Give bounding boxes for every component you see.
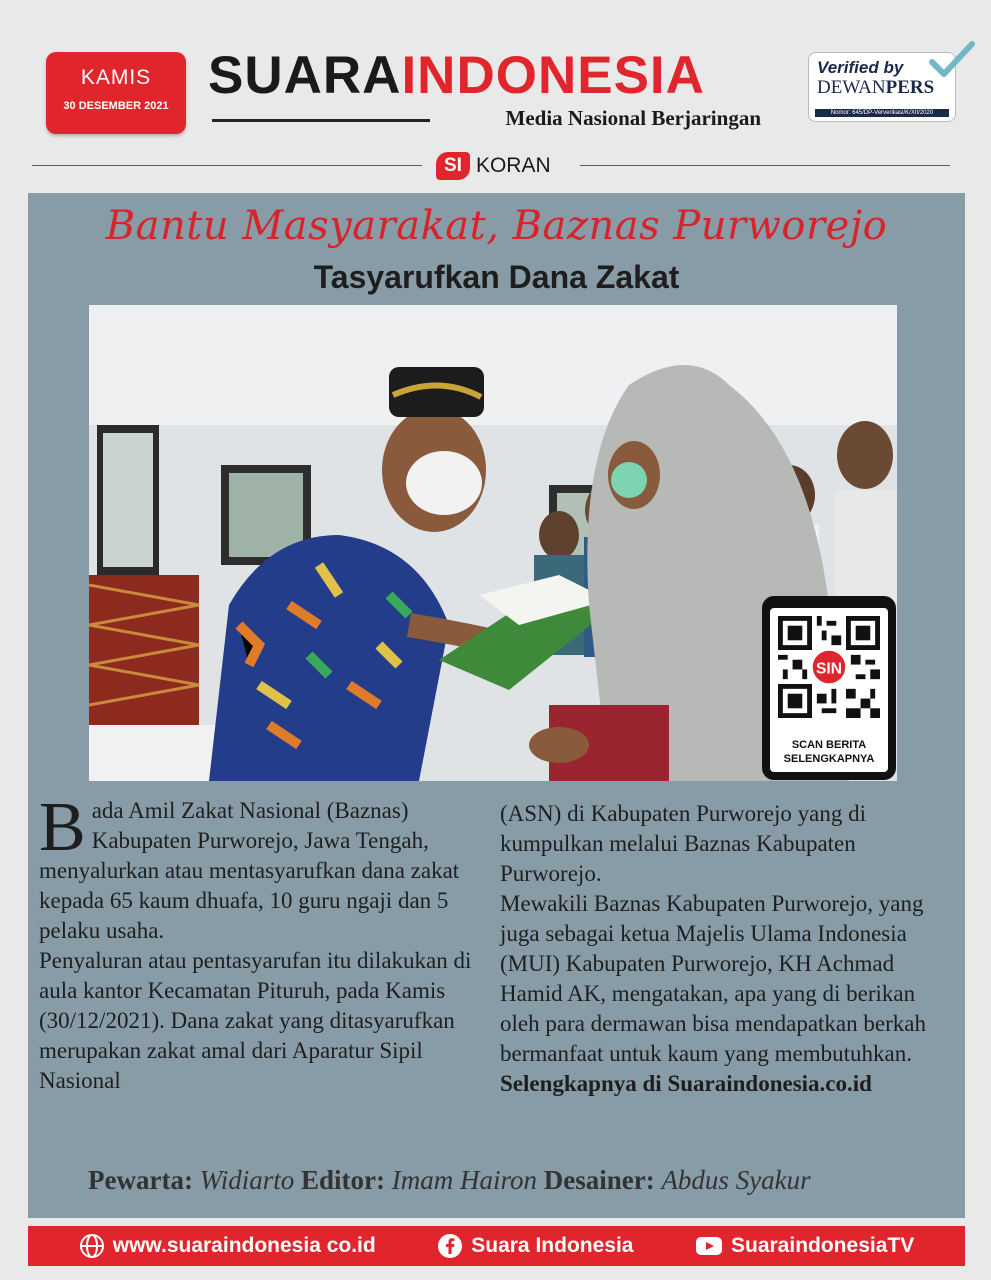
article-paragraph-1 [39, 789, 489, 946]
masthead [208, 46, 796, 136]
youtube-icon [695, 1235, 723, 1257]
reporter-name: Widiarto [199, 1165, 295, 1195]
checkmark-icon [928, 40, 976, 80]
designer-label: Desainer: [543, 1165, 655, 1195]
read-more-link[interactable]: Selengkapnya di Suaraindonesia.co.id [500, 1071, 872, 1096]
date-badge [46, 52, 186, 134]
footer-youtube[interactable] [695, 1234, 914, 1258]
designer-name: Abdus Syakur [661, 1165, 811, 1195]
tagline-divider [212, 119, 430, 122]
footer-bar [28, 1226, 965, 1266]
qr-code-icon [778, 616, 880, 718]
editor-name: Imam Hairon [391, 1165, 537, 1195]
qr-caption [770, 738, 888, 766]
reporter-label: Pewarta: [88, 1165, 193, 1195]
qr-screen [770, 608, 888, 772]
article-headline: Bantu Masyarakat, Baznas Purworejo [105, 203, 888, 249]
dewan-pers-label [817, 77, 947, 99]
divider-left [32, 165, 422, 166]
editor-label: Editor: [300, 1165, 385, 1195]
verification-number: Nomor: 645/DP-Ververikasi/K/XII/2020 [815, 109, 949, 117]
window-left [97, 425, 159, 575]
dewan-label: DEWAN [817, 77, 886, 98]
footer-youtube-text: SuaraindonesiaTV [731, 1234, 915, 1257]
article-paragraph-2: Penyaluran atau pentasyarufan itu dilakukan di aula kantor Kecamatan Pituruh, pada Kamis (30/12/2021). Dana zakat yang ditasyarufkan merupakan zakat amal dari Aparatur Sipil Nasional [39, 948, 472, 1093]
credits-line [88, 1165, 968, 1196]
tagline: Media Nasional Berjaringan [505, 106, 761, 130]
footer-website-text: www.suaraindonesia co.id [112, 1234, 376, 1257]
brand-logo[interactable] [208, 46, 796, 106]
qr-caption-line2: SELENGKAPNYA [783, 753, 875, 765]
tagline-row [208, 106, 796, 136]
verified-label: Verified by [817, 58, 904, 77]
article-subheadline: Tasyarufkan Dana Zakat [313, 259, 680, 295]
article-panel [28, 193, 965, 1218]
brand-part-indonesia: INDONESIA [401, 46, 705, 105]
divider-right [580, 165, 950, 166]
article-paragraph-1-text: ada Amil Zakat Nasional (Baznas) Kabupaten Purworejo, Jawa Tengah, menyalurkan atau mentasyarufkan dana zakat kepada 65 kaum dhuafa, 10 guru ngaji dan 5 pelaku usaha. [39, 798, 460, 943]
koran-label: KORAN [475, 154, 551, 177]
date-day: KAMIS [80, 66, 152, 89]
si-koran-logo [436, 150, 551, 182]
qr-logo-text: SIN [816, 660, 842, 678]
pers-label: PERS [885, 77, 935, 98]
article-paragraph-3: (ASN) di Kabupaten Purworejo yang di kumpulkan melalui Baznas Kabupaten Purworejo. [500, 801, 867, 886]
si-badge: SI [436, 152, 470, 180]
date-full: 30 DESEMBER 2021 [63, 100, 169, 112]
facebook-icon [437, 1233, 463, 1259]
article-column-left [39, 789, 489, 1096]
footer-facebook-text: Suara Indonesia [471, 1234, 634, 1257]
qr-caption-line1: SCAN BERITA [791, 739, 867, 751]
brand-part-suara: SUARA [208, 46, 402, 105]
article-column-right [500, 799, 955, 1099]
globe-icon [79, 1233, 105, 1259]
footer-facebook[interactable] [437, 1233, 633, 1259]
footer-website[interactable] [79, 1233, 376, 1259]
qr-phone[interactable] [762, 596, 896, 780]
dropcap: B [39, 789, 86, 866]
article-paragraph-4: Mewakili Baznas Kabupaten Purworejo, yang juga sebagai ketua Majelis Ulama Indonesia (MUI) Kabupaten Purworejo, KH Achmad Hamid AK, mengatakan, apa yang di berikan oleh para dermawan bisa mendapatkan berkah bermanfaat untuk kaum yang membutuhkan. [500, 891, 926, 1066]
